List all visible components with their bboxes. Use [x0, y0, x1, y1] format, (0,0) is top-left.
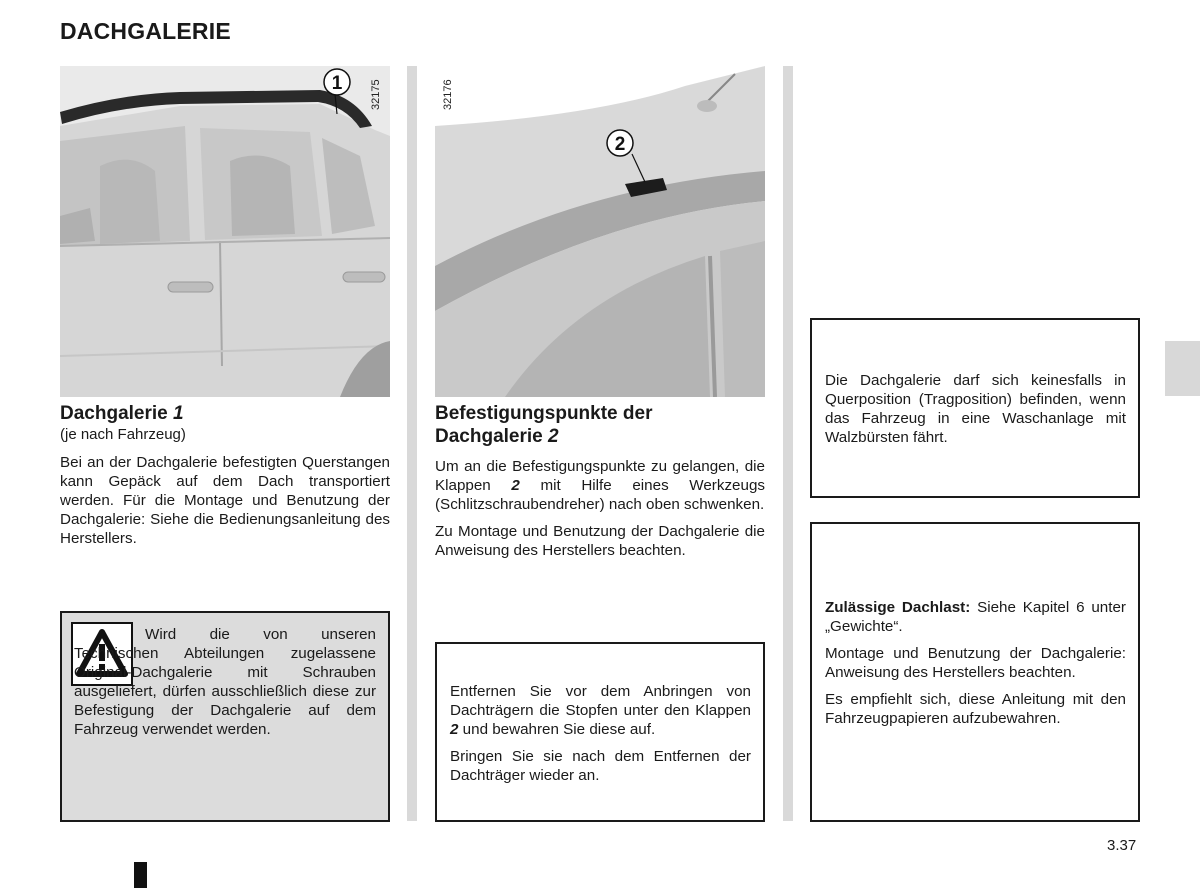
- mounting-instruction: Um an die Befestigungspunkte zu gelangen, die Klappen 2 mit Hilfe eines Werkzeugs (Schlitzschraubendreher) nach oben schwenken.: [435, 458, 765, 513]
- chapter-tab-marker: [1165, 341, 1200, 396]
- note-box-car-wash: [810, 318, 1140, 498]
- page-number: 3.37: [1107, 837, 1137, 854]
- note-box-roof-load: [810, 522, 1140, 822]
- car-wash-note: Die Dachgalerie darf sich keinesfalls in Querposition (Tragposition) befinden, wenn das Fahrzeug in eine Waschanlage mit Walzbürsten fährt.: [825, 372, 1126, 446]
- figure2-callout: 2: [614, 134, 626, 155]
- page-title: DACHGALERIE: [60, 18, 231, 44]
- note-box-plugs-text: [450, 682, 751, 793]
- ref-number: 2: [450, 721, 459, 738]
- heading-line-1: Befestigungspunkte der: [435, 403, 653, 424]
- car-side-illustration: [60, 66, 390, 397]
- heading-subtitle: (je nach Fahrzeug): [60, 426, 186, 443]
- roof-load-text: [825, 598, 1126, 736]
- bottom-edge-marker: [134, 862, 147, 888]
- figure-roof-mounting-point: [435, 66, 765, 397]
- roof-load-limit: Zulässige Dachlast: Siehe Kapitel 6 unter „Gewichte“.: [825, 599, 1126, 635]
- roof-closeup-illustration: [435, 66, 765, 397]
- warning-box: [60, 611, 390, 822]
- section-heading-mounting-points: [435, 402, 765, 448]
- column-divider-left: [407, 66, 417, 821]
- warning-text: Wird die von unseren Technischen Abteilungen zugelassene Original-Dachgalerie mit Schrauben ausgeliefert, dürfen ausschließlich diese zur Befestigung der Dachgalerie auf dem Fahrzeug verwendet werden.: [74, 626, 376, 738]
- manufacturer-note: Zu Montage und Benutzung der Dachgalerie die Anweisung des Herstellers beachten.: [435, 523, 765, 559]
- heading-line-2: Dachgalerie: [435, 426, 548, 447]
- section-heading-roof-rail: [60, 402, 390, 425]
- col2-paragraphs: [435, 457, 765, 568]
- roof-load-keep-manual: Es empfiehlt sich, diese Anleitung mit den Fahrzeugpapieren aufzubewahren.: [825, 691, 1126, 727]
- column-divider-right: [783, 66, 793, 821]
- heading-text: Dachgalerie: [60, 403, 173, 424]
- roof-load-manufacturer: Montage und Benutzung der Dachgalerie: Anweisung des Herstellers beachten.: [825, 645, 1126, 681]
- plugs-refit: Bringen Sie sie nach dem Entfernen der Dachträger wieder an.: [450, 748, 751, 784]
- figure1-code: 32175: [370, 79, 382, 110]
- ref-number: 2: [511, 477, 520, 494]
- figure2-code: 32176: [442, 79, 454, 110]
- col1-paragraph: [60, 453, 390, 556]
- roof-load-label: Zulässige Dachlast:: [825, 599, 971, 616]
- note-box-plugs: [435, 642, 765, 822]
- roof-rail-description: Bei an der Dachgalerie befestigten Querstangen kann Gepäck auf dem Dach transportiert werden. Für die Montage und Benutzung der Dachgalerie: Siehe die Bedienungsanleitung des Herstellers.: [60, 454, 390, 547]
- heading-ref-number: 2: [548, 426, 559, 447]
- figure1-callout: 1: [331, 73, 343, 94]
- figure-roof-rail-side-view: [60, 66, 390, 397]
- heading-ref-number: 1: [173, 403, 184, 424]
- plugs-instruction: Entfernen Sie vor dem Anbringen von Dachträgern die Stopfen unter den Klappen 2 und bewahren Sie diese auf.: [450, 683, 751, 738]
